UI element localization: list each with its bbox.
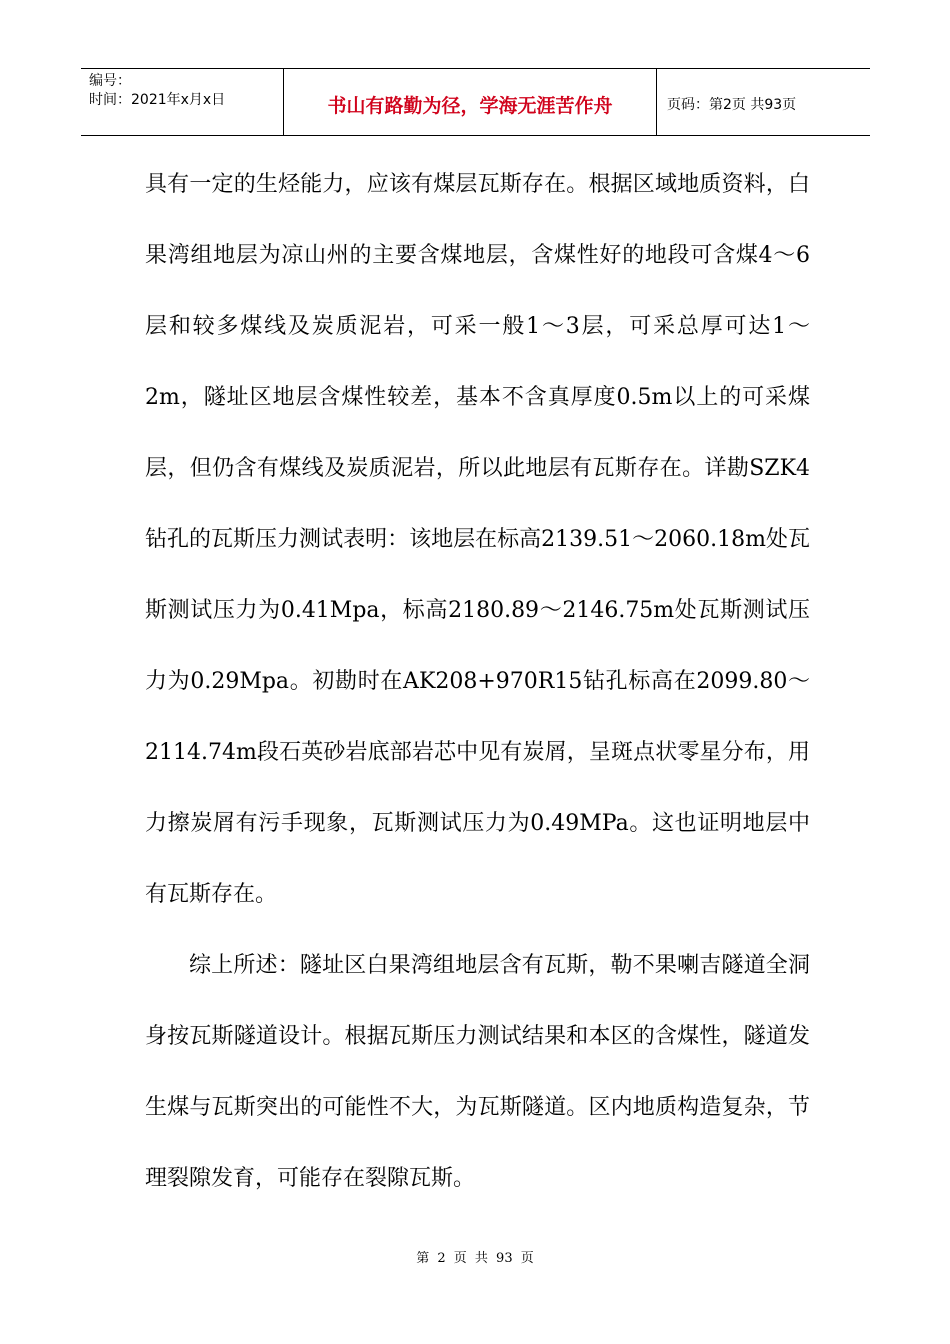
motto-text: 书山有路勤为径，学海无涯苦作舟 [327, 94, 613, 117]
document-body [145, 149, 810, 1214]
header-motto-cell [284, 69, 657, 135]
serial-label: 编号： [89, 73, 131, 89]
footer-page-number: 第 2 页 共 93 页 [416, 1251, 534, 1266]
document-header [81, 68, 870, 136]
time-label: 时间：2021年x月x日 [89, 92, 226, 108]
body-paragraph-2: 综上所述：隧址区白果湾组地层含有瓦斯，勒不果喇吉隧道全洞身按瓦斯隧道设计。根据瓦斯压力测试结果和本区的含煤性，隧道发生煤与瓦斯突出的可能性不大，为瓦斯隧道。区内地质构造复杂，节理裂隙发育，可能存在裂隙瓦斯。 [145, 953, 810, 1191]
header-page-cell [657, 69, 870, 135]
page-info-text: 页码：第2页 共93页 [667, 97, 797, 113]
page-footer [0, 1247, 950, 1266]
body-paragraph-1: 具有一定的生烃能力，应该有煤层瓦斯存在。根据区域地质资料，白果湾组地层为凉山州的主要含煤地层，含煤性好的地段可含煤4～6层和较多煤线及炭质泥岩，可采一般1～3层，可采总厚可达1～2m，隧址区地层含煤性较差，基本不含真厚度0.5m以上的可采煤层，但仍含有煤线及炭质泥岩，所以此地层有瓦斯存在。详勘SZK4钻孔的瓦斯压力测试表明：该地层在标高2139.51～2060.18m处瓦斯测试压力为0.41Mpa，标高2180.89～2146.75m处瓦斯测试压力为0.29Mpa。初勘时在AK208+970R15钻孔标高在2099.80～2114.74m段石英砂岩底部岩芯中见有炭屑，呈斑点状零星分布，用力擦炭屑有污手现象，瓦斯测试压力为0.49MPa。这也证明地层中有瓦斯存在。 [145, 172, 810, 907]
header-meta-cell [81, 69, 284, 135]
